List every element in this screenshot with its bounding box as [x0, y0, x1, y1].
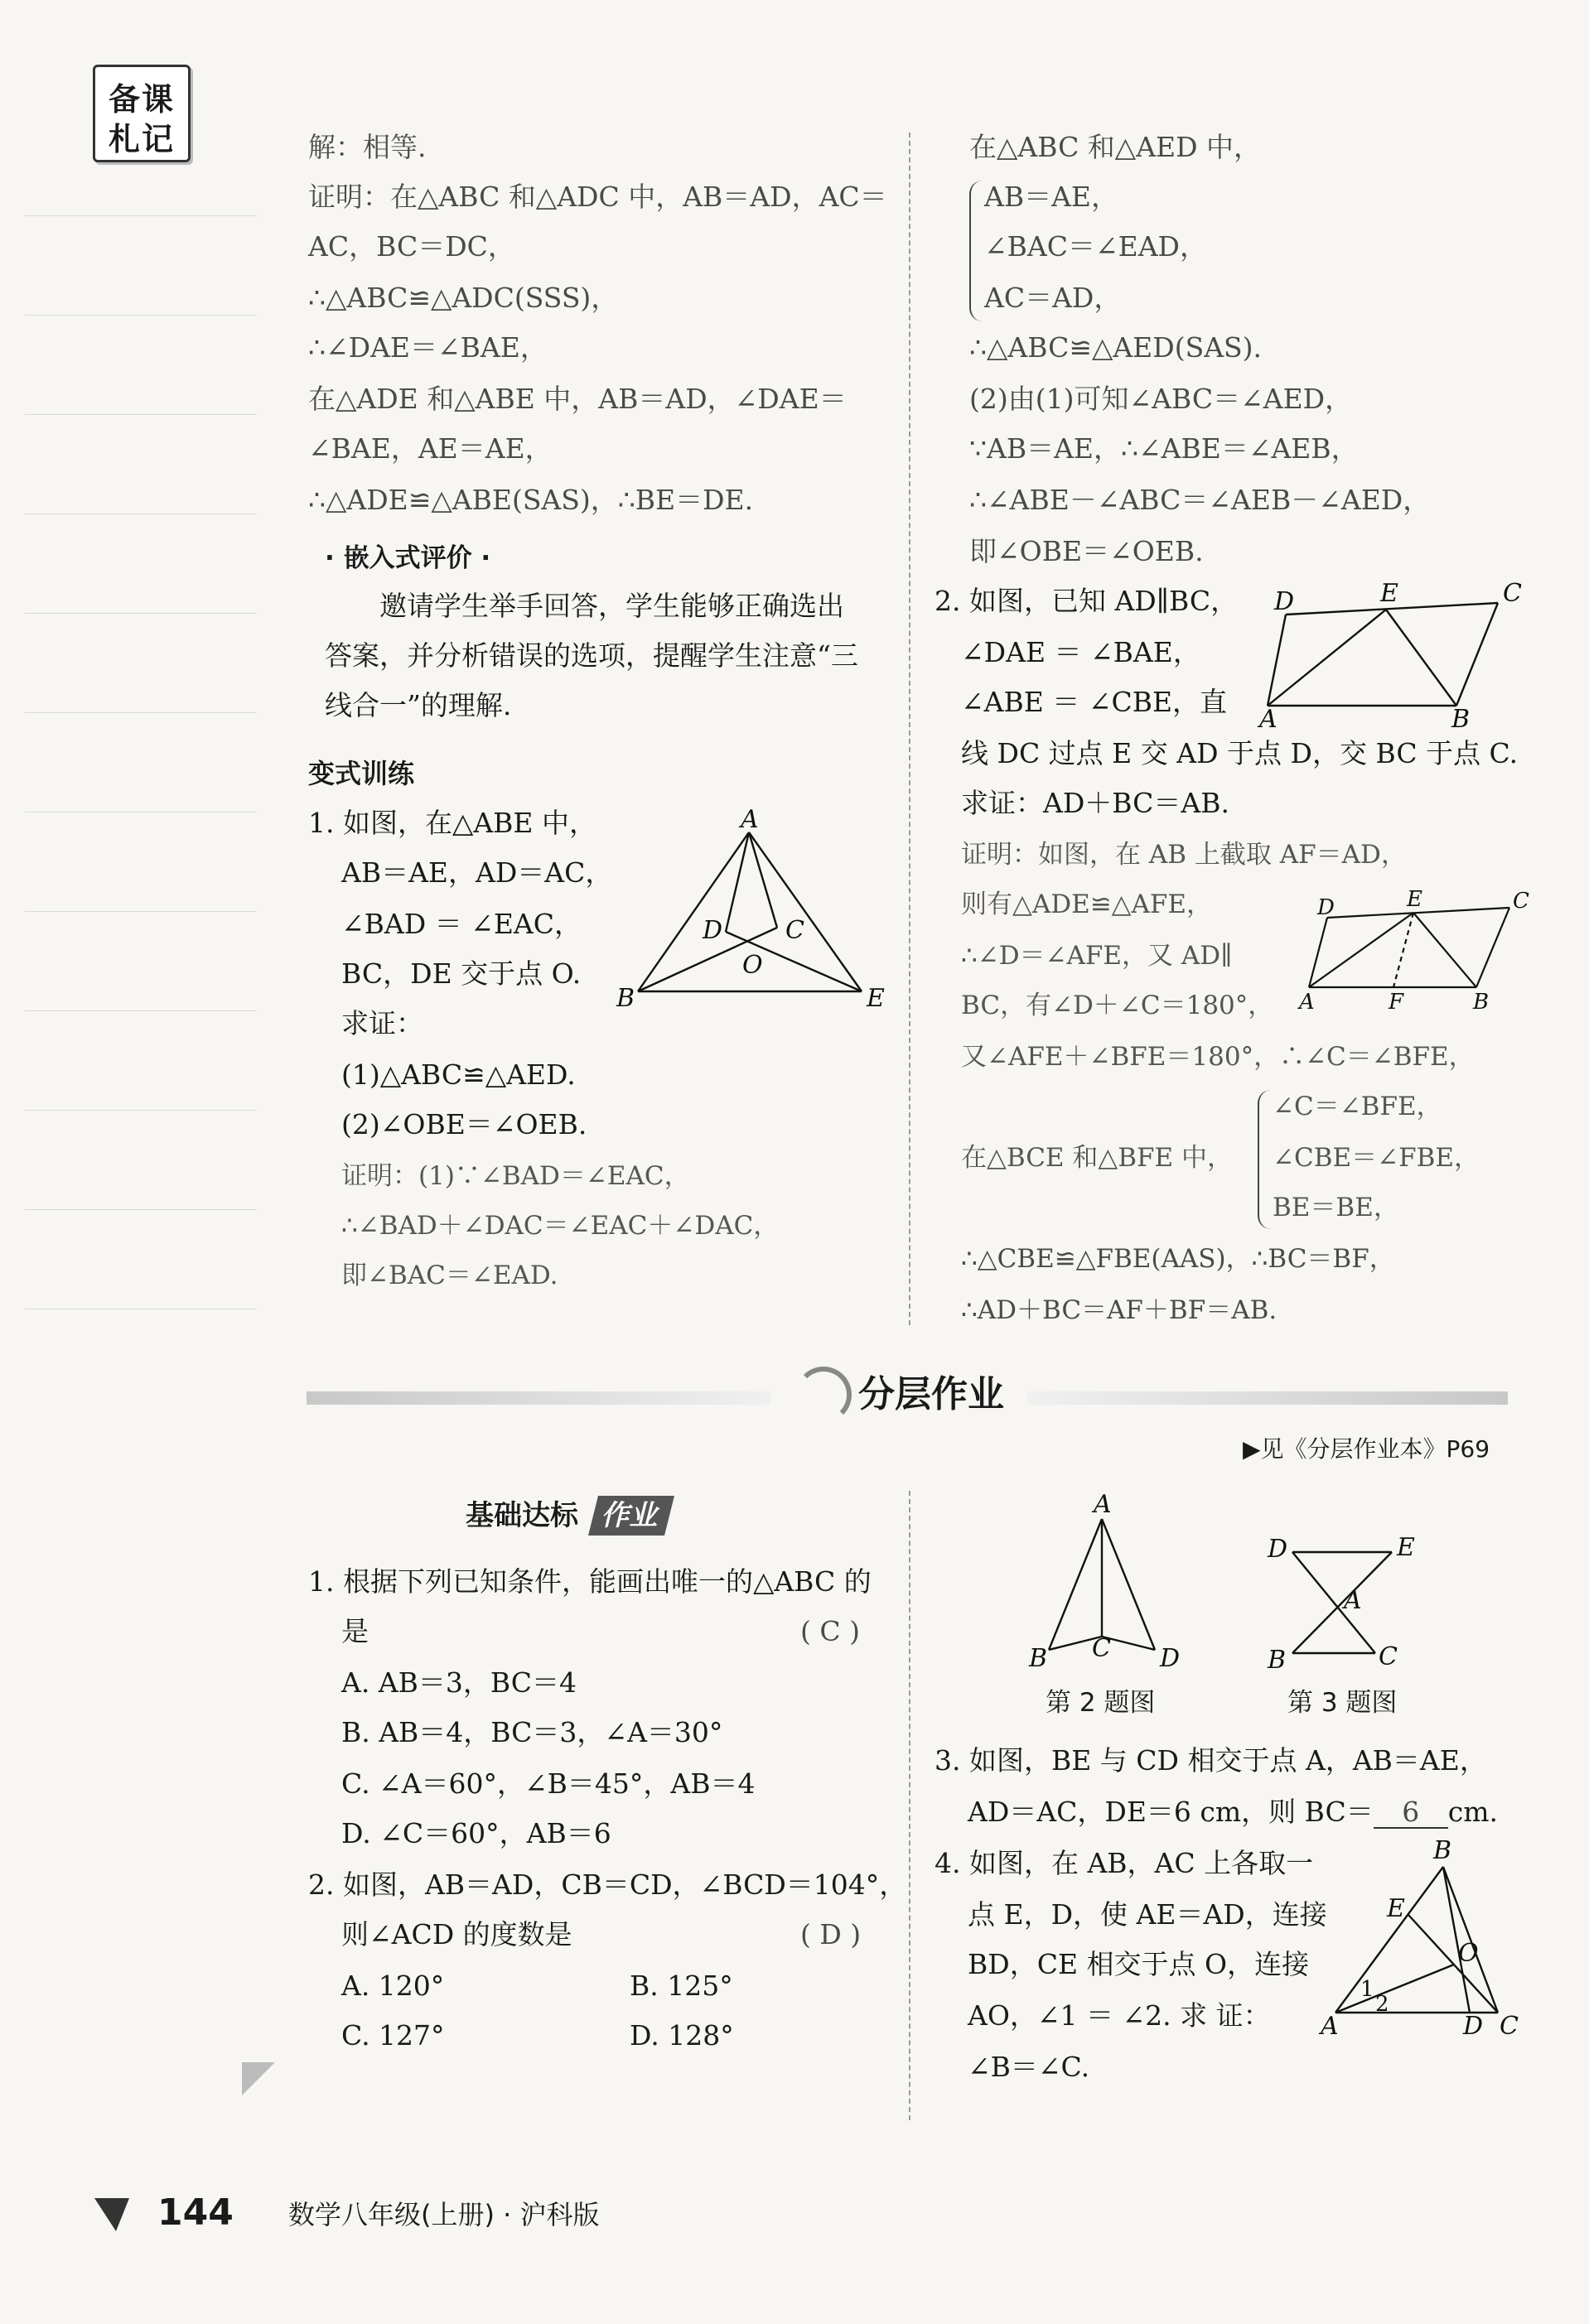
- hwfig4-label-d: D: [1463, 2012, 1484, 2041]
- brace-1: [969, 181, 983, 321]
- hw-q4-line-3: BD，CE 相交于点 O，连接: [968, 1948, 1310, 1980]
- left-line-3: AC，BC＝DC，: [308, 230, 515, 263]
- hw-q2-answer: ( D ): [800, 1918, 862, 1950]
- corner-triangle-decoration: [242, 2062, 275, 2095]
- hw-q2-line-2: 则∠ACD 的度数是: [341, 1918, 572, 1950]
- q1-line-7: (2)∠OBE＝∠OEB.: [341, 1108, 587, 1140]
- q1-line-2: AB＝AE，AD＝AC，: [341, 856, 613, 889]
- fig2b-label-e: E: [1407, 887, 1422, 912]
- hw-q2-line-1: 2. 如图，AB＝AD，CB＝CD，∠BCD＝104°，: [308, 1868, 907, 1901]
- hw-q3-line-2a: AD＝AC，DE＝6 cm，则 BC＝: [968, 1796, 1374, 1828]
- hw-q1-line-2: 是: [341, 1615, 369, 1647]
- hw-q1-option-c: C. ∠A＝60°，∠B＝45°，AB＝4: [341, 1767, 756, 1800]
- fig1-label-o: O: [742, 951, 763, 980]
- hw-q3-line-1: 3. 如图，BE 与 CD 相交于点 A，AB＝AE，: [935, 1744, 1487, 1777]
- right-line-6: (2)由(1)可知∠ABC＝∠AED，: [969, 383, 1353, 415]
- hw-q4-line-1: 4. 如图，在 AB，AC 上各取一: [935, 1847, 1314, 1879]
- q2-proof-3: ∴∠D＝∠AFE，又 AD∥: [961, 941, 1233, 971]
- section-banner-arc: [795, 1367, 852, 1423]
- brace-2: [1258, 1090, 1271, 1229]
- q2-line-2: ∠DAE ＝ ∠BAE，: [961, 636, 1200, 668]
- hwfig2-label-c: C: [1092, 1634, 1111, 1663]
- fig2-label-e: E: [1380, 579, 1398, 608]
- book-title: 数学八年级(上册) · 沪科版: [288, 2199, 600, 2230]
- fig2-label-a: A: [1259, 705, 1277, 734]
- column-divider-bottom: [909, 1491, 910, 2120]
- hw-q4-line-5: ∠B＝∠C.: [968, 2051, 1090, 2083]
- fig2b-label-d: D: [1317, 895, 1335, 920]
- hw-q1-line-1: 1. 根据下列已知条件，能画出唯一的△ABC 的: [308, 1565, 872, 1598]
- q2-line-1: 2. 如图，已知 AD∥BC，: [935, 585, 1239, 617]
- hwfig3-label-c: C: [1379, 1642, 1398, 1671]
- hwfig4-label-2: 2: [1375, 1992, 1389, 2017]
- hwfig4-label-e: E: [1387, 1894, 1405, 1923]
- section-ref: ▶见《分层作业本》P69: [1243, 1435, 1490, 1463]
- hwfig3-label-d: D: [1268, 1535, 1288, 1564]
- left-line-2: 证明：在△ABC 和△ADC 中，AB＝AD，AC＝: [308, 181, 887, 213]
- variant-title: 变式训练: [308, 758, 415, 789]
- basic-title: [466, 1496, 669, 1536]
- hw-q4-line-2: 点 E，D，使 AE＝AD，连接: [968, 1898, 1327, 1931]
- stamp-line1: 备课: [108, 81, 175, 118]
- eval-line-3: 线合一”的理解.: [325, 689, 512, 721]
- hwfig4-label-a: A: [1321, 2012, 1339, 2041]
- right-line-9: 即∠OBE＝∠OEB.: [969, 535, 1204, 567]
- q2-proof-2: 则有△ADE≌△AFE，: [961, 890, 1213, 919]
- fig2b-label-a: A: [1299, 990, 1315, 1015]
- right-line-7: ∵AB＝AE，∴∠ABE＝∠AEB，: [969, 432, 1359, 465]
- hw-figure-2: [1019, 1491, 1193, 1673]
- q2-proof-6b: 在△BCE 和△BFE 中，: [961, 1143, 1234, 1173]
- hw-figure-3: [1259, 1524, 1442, 1681]
- q2-line-3: ∠ABE ＝ ∠CBE，直: [961, 686, 1228, 718]
- q2-proof-4: BC，有∠D＋∠C＝180°，: [961, 991, 1274, 1020]
- q1-proof-3: 即∠BAC＝∠EAD.: [341, 1261, 558, 1290]
- page-number: 144: [157, 2191, 234, 2234]
- right-line-5: ∴△ABC≌△AED(SAS).: [969, 331, 1263, 364]
- column-divider-top: [909, 133, 910, 1325]
- q1-line-3: ∠BAD ＝ ∠EAC，: [341, 908, 582, 940]
- hwfig3-label-b: B: [1268, 1646, 1287, 1675]
- hw-q2-option-a: A. 120°: [341, 1970, 445, 2002]
- hw-q1-option-a: A. AB＝3，BC＝4: [341, 1666, 577, 1699]
- figure-triangle-abe: [613, 805, 895, 1023]
- eval-line-1: 邀请学生举手回答，学生能够正确选出: [379, 590, 844, 622]
- section-title: 分层作业: [858, 1373, 1004, 1415]
- q2-proof-1: 证明：如图，在 AB 上截取 AF＝AD，: [961, 840, 1407, 870]
- fig1-label-e: E: [867, 984, 885, 1013]
- corner-stamp: [93, 65, 191, 162]
- hw-q4-line-4: AO，∠1 ＝ ∠2. 求 证：: [968, 1999, 1271, 2032]
- hw-figure-4: [1317, 1837, 1533, 2044]
- hwfig3-label-e: E: [1397, 1533, 1415, 1562]
- section-banner-bar-right: [1027, 1391, 1508, 1405]
- hwfig4-label-1: 1: [1360, 1977, 1374, 2002]
- hwfig2-label-b: B: [1029, 1644, 1048, 1673]
- fig1-label-c: C: [785, 916, 804, 945]
- hw-q2-option-b: B. 125°: [630, 1970, 733, 2002]
- hwfig2-label-a: A: [1094, 1490, 1112, 1519]
- hwfig4-label-o: O: [1458, 1939, 1479, 1968]
- fig2b-label-c: C: [1513, 889, 1529, 914]
- left-line-7: ∠BAE，AE＝AE，: [308, 432, 553, 465]
- fig2b-label-b: B: [1473, 990, 1490, 1015]
- fig1-label-b: B: [616, 984, 635, 1013]
- hwfig2-label-d: D: [1160, 1644, 1181, 1673]
- q1-proof-1: 证明：(1)∵∠BAD＝∠EAC，: [341, 1161, 690, 1191]
- stamp-line2: 札记: [108, 121, 175, 157]
- basic-title-text: 基础达标: [466, 1499, 578, 1532]
- hw-q1-answer: ( C ): [800, 1615, 860, 1647]
- q1-proof-2: ∴∠BAD＋∠DAC＝∠EAC＋∠DAC，: [341, 1211, 780, 1241]
- q1-line-6: (1)△ABC≌△AED.: [341, 1058, 576, 1091]
- q2-line-4: 线 DC 过点 E 交 AD 于点 D，交 BC 于点 C.: [961, 737, 1519, 769]
- right-line-2: AB＝AE，: [984, 181, 1119, 213]
- hwfig4-label-c: C: [1500, 2012, 1519, 2041]
- q1-line-5: 求证：: [341, 1007, 423, 1039]
- left-line-5: ∴∠DAE＝∠BAE，: [308, 331, 548, 364]
- right-line-1: 在△ABC 和△AED 中，: [969, 131, 1262, 163]
- q2-proof-8: ∴△CBE≌△FBE(AAS)，∴BC＝BF，: [961, 1244, 1395, 1274]
- q2-proof-6c: ∠CBE＝∠FBE，: [1273, 1143, 1480, 1173]
- figure-trapezoid-q2: [1249, 579, 1531, 734]
- hw-q2-option-d: D. 128°: [630, 2019, 734, 2052]
- fig2b-label-f: F: [1389, 990, 1404, 1015]
- q1-line-1: 1. 如图，在△ABE 中，: [308, 807, 597, 839]
- fig1-label-a: A: [741, 805, 759, 834]
- hw-q3-line-2b: cm.: [1447, 1796, 1499, 1828]
- hw-q1-option-b: B. AB＝4，BC＝3，∠A＝30°: [341, 1716, 723, 1748]
- hw-q1-option-d: D. ∠C＝60°，AB＝6: [341, 1817, 611, 1849]
- left-line-4: ∴△ABC≌△ADC(SSS)，: [308, 282, 619, 314]
- fig2-label-b: B: [1451, 705, 1471, 734]
- hw-q3-line-2: [968, 1794, 1498, 1830]
- fig1-label-d: D: [703, 916, 723, 945]
- q2-proof-7: BE＝BE，: [1273, 1193, 1399, 1222]
- basic-tag: 作业: [588, 1496, 674, 1536]
- right-line-8: ∴∠ABE－∠ABC＝∠AEB－∠AED，: [969, 484, 1431, 516]
- footer-mark: [93, 2195, 131, 2233]
- hw-figure-3-caption: 第 3 题图: [1287, 1688, 1398, 1718]
- hw-q2-option-c: C. 127°: [341, 2019, 445, 2052]
- section-banner-bar-left: [307, 1391, 770, 1405]
- left-line-8: ∴△ADE≌△ABE(SAS)，∴BE＝DE.: [308, 484, 754, 516]
- q2-proof-9: ∴AD＋BC＝AF＋BF＝AB.: [961, 1295, 1277, 1325]
- hwfig4-label-b: B: [1433, 1836, 1452, 1865]
- left-line-6: 在△ADE 和△ABE 中，AB＝AD，∠DAE＝: [308, 383, 847, 415]
- eval-title: · 嵌入式评价 ·: [325, 543, 491, 573]
- right-line-3: ∠BAC＝∠EAD，: [984, 230, 1208, 263]
- fig2-label-d: D: [1274, 587, 1295, 616]
- fig2-label-c: C: [1503, 579, 1522, 608]
- hw-q3-blank: 6: [1374, 1797, 1448, 1829]
- eval-line-2: 答案，并分析错误的选项，提醒学生注意“三: [325, 639, 858, 672]
- figure-trapezoid-proof: [1292, 886, 1541, 1019]
- left-line-1: 解：相等.: [308, 131, 427, 163]
- q2-proof-6a: ∠C＝∠BFE，: [1273, 1092, 1442, 1121]
- hw-figure-2-caption: 第 2 题图: [1046, 1688, 1156, 1718]
- hwfig3-label-a: A: [1344, 1586, 1362, 1615]
- q1-line-4: BC，DE 交于点 O.: [341, 957, 582, 990]
- q2-proof-5: 又∠AFE＋∠BFE＝180°，∴∠C＝∠BFE，: [961, 1042, 1475, 1072]
- q2-line-5: 求证：AD＋BC＝AB.: [961, 787, 1229, 819]
- right-line-4: AC＝AD，: [984, 282, 1122, 314]
